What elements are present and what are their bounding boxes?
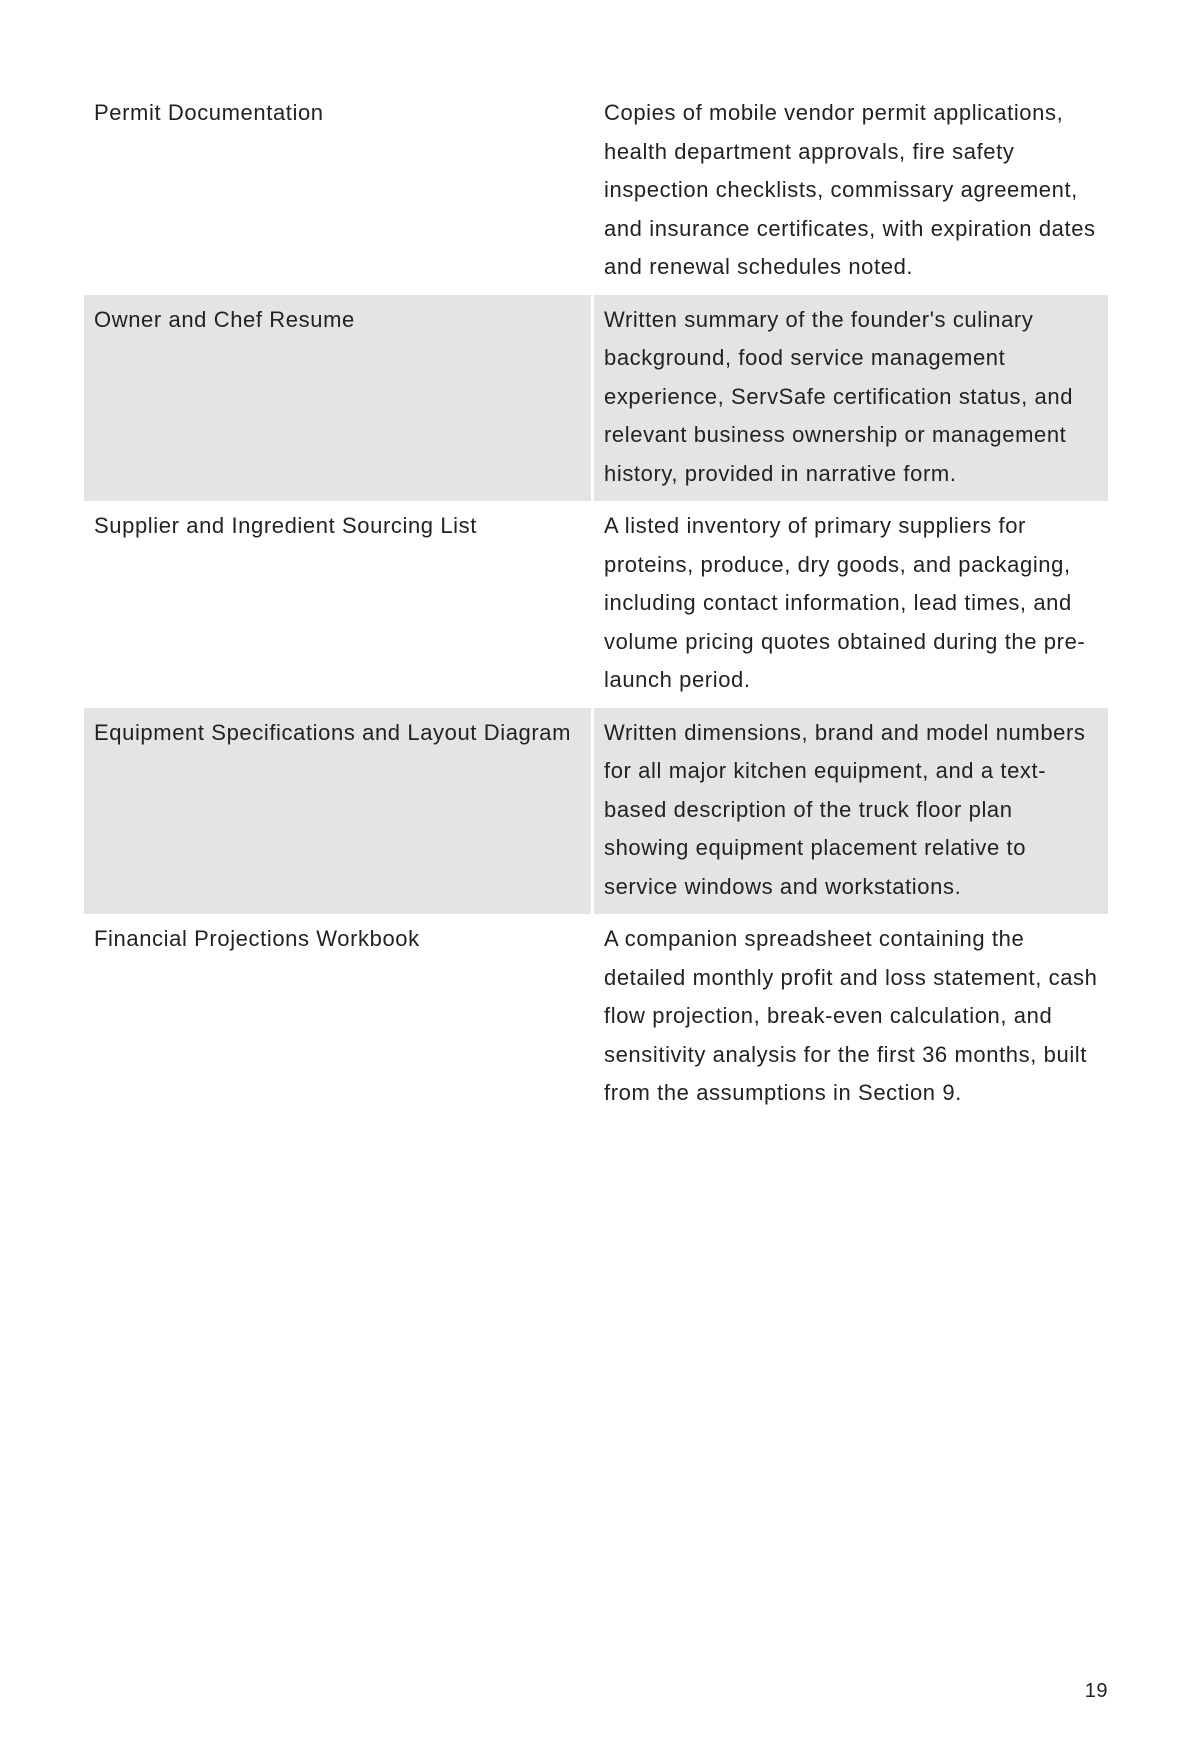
row-item-label: Supplier and Ingredient Sourcing List: [84, 501, 594, 708]
table-row: [84, 708, 1108, 915]
table-row: [84, 501, 1108, 708]
table-row: [84, 88, 1108, 295]
page-number: 19: [1084, 1680, 1108, 1702]
row-description: A listed inventory of primary suppliers for proteins, produce, dry goods, and packaging, including contact information, lead times, and volume pricing quotes obtained during the pre-launch period.: [604, 513, 1086, 692]
row-description: Copies of mobile vendor permit applications, health department approvals, fire safety inspection checklists, commissary agreement, and insurance certificates, with expiration dates and renewal schedules noted.: [604, 100, 1096, 279]
row-item-label: Equipment Specifications and Layout Diagram: [84, 708, 594, 915]
table-row: [84, 914, 1108, 1121]
table-row: [84, 295, 1108, 502]
row-item-label: Financial Projections Workbook: [84, 914, 594, 1121]
row-item-label: Permit Documentation: [84, 88, 594, 295]
row-description: A companion spreadsheet containing the detailed monthly profit and loss statement, cash flow projection, break-even calculation, and sensitivity analysis for the first 36 months, built from the assumptions in Section 9.: [604, 926, 1098, 1105]
appendix-table: [84, 88, 1108, 1121]
row-description: Written dimensions, brand and model numbers for all major kitchen equipment, and a text-based description of the truck floor plan showing equipment placement relative to service windows and workstations.: [594, 708, 1108, 915]
row-item-label: Owner and Chef Resume: [84, 295, 594, 502]
row-description: Written summary of the founder's culinary background, food service management experience, ServSafe certification status, and relevant business ownership or management history, provided in narrative form.: [594, 295, 1108, 502]
